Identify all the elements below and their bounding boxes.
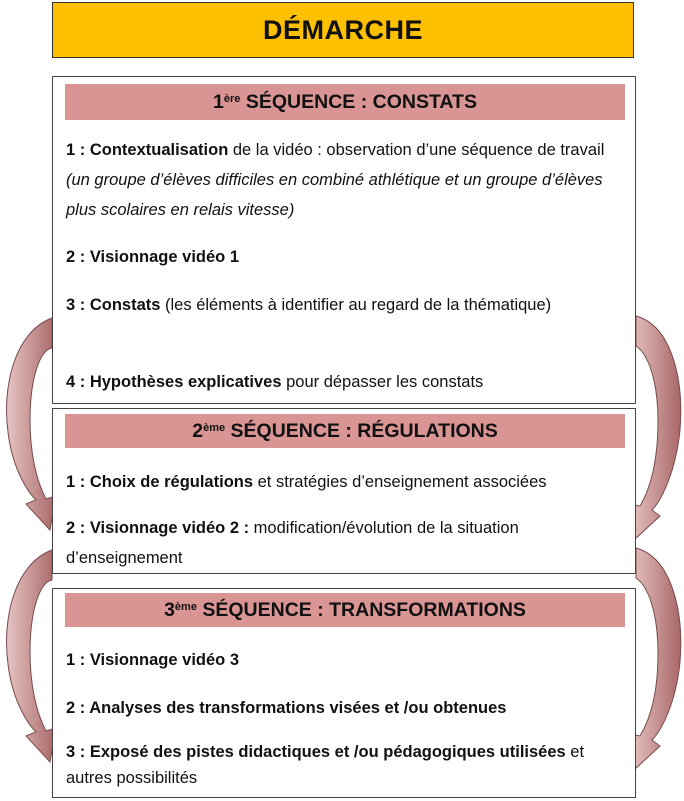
sequence-1-box (52, 76, 636, 404)
sequence-1-item-3: 3 : Constats (les éléments à identifier au regard de la thématique) (66, 296, 552, 314)
left-arrow-seq2-to-seq3 (7, 550, 56, 762)
left-arrow-seq1-to-seq2 (7, 318, 56, 530)
sequence-2-item-2: 2 : Visionnage vidéo 2 : modification/évolution de la situation d’enseignement (66, 519, 519, 567)
sequence-1-ordinal: ère (223, 93, 241, 105)
main-title: DÉMARCHE (262, 14, 423, 45)
main-title-box (52, 2, 634, 58)
sequence-3-title: SÉQUENCE : TRANSFORMATIONS (202, 598, 526, 621)
sequence-1-number: 1 (213, 90, 224, 113)
sequence-1-item-4: 4 : Hypothèses explicatives pour dépasser les constats (66, 373, 484, 391)
right-arrow-seq2-to-seq3 (630, 548, 681, 770)
sequence-3-box (52, 588, 636, 798)
sequence-3-item-2: 2 : Analyses des transformations visées et /ou obtenues (66, 699, 507, 717)
sequence-2-title: SÉQUENCE : RÉGULATIONS (230, 419, 498, 442)
sequence-3-ordinal: ème (174, 601, 197, 613)
sequence-3-item-1: 1 : Visionnage vidéo 3 (66, 651, 240, 669)
sequence-3-header (65, 593, 625, 627)
sequence-3-item-3: 3 : Exposé des pistes didactiques et /ou pédagogiques utilisées et autres possibilités (66, 743, 585, 787)
sequence-1-header (65, 84, 625, 120)
sequence-2-item-1: 1 : Choix de régulations et stratégies d’enseignement associées (66, 473, 547, 491)
sequence-2-header (65, 414, 625, 448)
sequence-2-ordinal: ème (203, 422, 226, 434)
sequence-1-item-2: 2 : Visionnage vidéo 1 (66, 248, 240, 266)
sequence-3-number: 3 (164, 598, 175, 621)
sequence-2-number: 2 (192, 419, 204, 442)
sequence-2-box (52, 408, 636, 574)
sequence-1-item-1: 1 : Contextualisation de la vidéo : observation d’une séquence de travail (un groupe d’élèves difficiles en combiné athlétique et un groupe d’élèves plus scolaires en relais vitesse) (66, 141, 605, 219)
right-arrow-seq1-to-seq2 (630, 316, 681, 540)
sequence-1-title: SÉQUENCE : CONSTATS (245, 90, 477, 113)
